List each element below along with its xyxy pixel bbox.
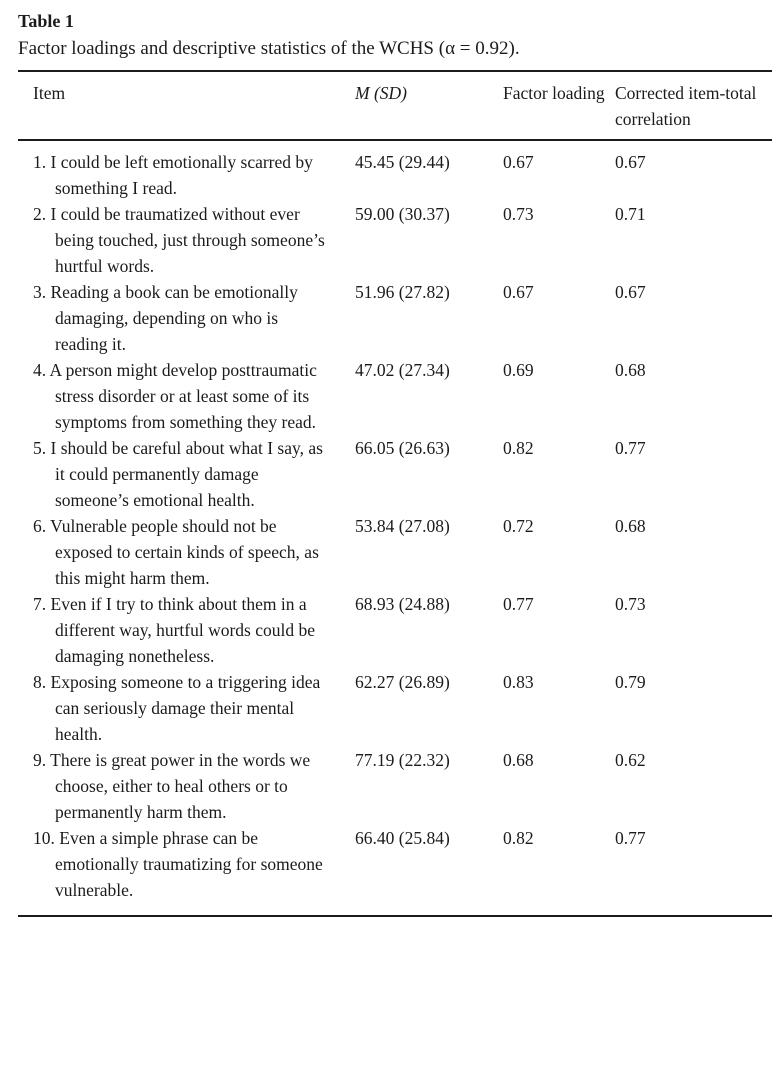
table-caption: Factor loadings and descriptive statistics of the WCHS (α = 0.92).	[18, 38, 520, 59]
item-text: 10. Even a simple phrase can be emotionally traumatizing for someone vulnerable.	[33, 828, 323, 900]
factor-loading-value: 0.67	[503, 152, 534, 172]
item-text: 6. Vulnerable people should not be exposed to certain kinds of speech, as this might harm them.	[33, 516, 319, 588]
factor-loading-value: 0.73	[503, 204, 534, 224]
mean-sd-value: 62.27 (26.89)	[355, 672, 450, 692]
table-header	[18, 71, 772, 140]
table-body	[18, 140, 772, 916]
item-total-correlation-value: 0.79	[615, 672, 646, 692]
item-total-correlation-value: 0.73	[615, 594, 646, 614]
factor-loading-value: 0.72	[503, 516, 534, 536]
table-label: Table 1	[18, 11, 74, 31]
item-cell	[18, 201, 355, 279]
item-cell	[18, 825, 355, 916]
mean-sd-value: 66.40 (25.84)	[355, 828, 450, 848]
header-row	[18, 71, 772, 140]
factor-loading-value: 0.82	[503, 828, 534, 848]
table-row	[18, 357, 772, 435]
table-row	[18, 201, 772, 279]
column-header-mean-sd: M (SD)	[355, 71, 503, 140]
item-text: 2. I could be traumatized without ever being touched, just through someone’s hurtful words.	[33, 204, 325, 276]
mean-sd-value: 47.02 (27.34)	[355, 360, 450, 380]
factor-loadings-table	[18, 70, 772, 917]
item-cell	[18, 357, 355, 435]
item-total-correlation-value: 0.68	[615, 360, 646, 380]
item-text: 4. A person might develop posttraumatic stress disorder or at least some of its symptoms from something they read.	[33, 360, 317, 432]
table-row	[18, 279, 772, 357]
item-text: 7. Even if I try to think about them in a different way, hurtful words could be damaging nonetheless.	[33, 594, 315, 666]
item-total-correlation-value: 0.68	[615, 516, 646, 536]
table-row	[18, 591, 772, 669]
mean-sd-value: 45.45 (29.44)	[355, 152, 450, 172]
item-text: 5. I should be careful about what I say, as it could permanently damage someone’s emotional health.	[33, 438, 323, 510]
factor-loading-value: 0.69	[503, 360, 534, 380]
column-header-item: Item	[18, 71, 355, 140]
item-total-correlation-value: 0.71	[615, 204, 646, 224]
table-row	[18, 747, 772, 825]
item-total-correlation-value: 0.77	[615, 828, 646, 848]
table-row	[18, 435, 772, 513]
item-cell	[18, 435, 355, 513]
factor-loading-value: 0.83	[503, 672, 534, 692]
item-text: 9. There is great power in the words we choose, either to heal others or to permanently harm them.	[33, 750, 311, 822]
factor-loading-value: 0.67	[503, 282, 534, 302]
mean-sd-value: 68.93 (24.88)	[355, 594, 450, 614]
factor-loading-value: 0.77	[503, 594, 534, 614]
column-header-item-total-correlation: Corrected item-total correlation	[615, 71, 772, 140]
item-text: 8. Exposing someone to a triggering idea can seriously damage their mental health.	[33, 672, 321, 744]
mean-sd-value: 51.96 (27.82)	[355, 282, 450, 302]
item-total-correlation-value: 0.67	[615, 152, 646, 172]
item-text: 1. I could be left emotionally scarred by something I read.	[33, 152, 313, 198]
item-text: 3. Reading a book can be emotionally damaging, depending on who is reading it.	[33, 282, 298, 354]
item-cell	[18, 140, 355, 201]
item-total-correlation-value: 0.67	[615, 282, 646, 302]
table-row	[18, 669, 772, 747]
factor-loading-value: 0.68	[503, 750, 534, 770]
mean-sd-value: 59.00 (30.37)	[355, 204, 450, 224]
mean-sd-value: 66.05 (26.63)	[355, 438, 450, 458]
column-header-factor-loading: Factor loading	[503, 71, 615, 140]
item-cell	[18, 279, 355, 357]
item-total-correlation-value: 0.77	[615, 438, 646, 458]
item-cell	[18, 747, 355, 825]
table-row	[18, 140, 772, 201]
table-row	[18, 825, 772, 916]
item-cell	[18, 513, 355, 591]
mean-sd-value: 77.19 (22.32)	[355, 750, 450, 770]
mean-sd-value: 53.84 (27.08)	[355, 516, 450, 536]
item-cell	[18, 591, 355, 669]
table-row	[18, 513, 772, 591]
factor-loading-value: 0.82	[503, 438, 534, 458]
item-total-correlation-value: 0.62	[615, 750, 646, 770]
item-cell	[18, 669, 355, 747]
